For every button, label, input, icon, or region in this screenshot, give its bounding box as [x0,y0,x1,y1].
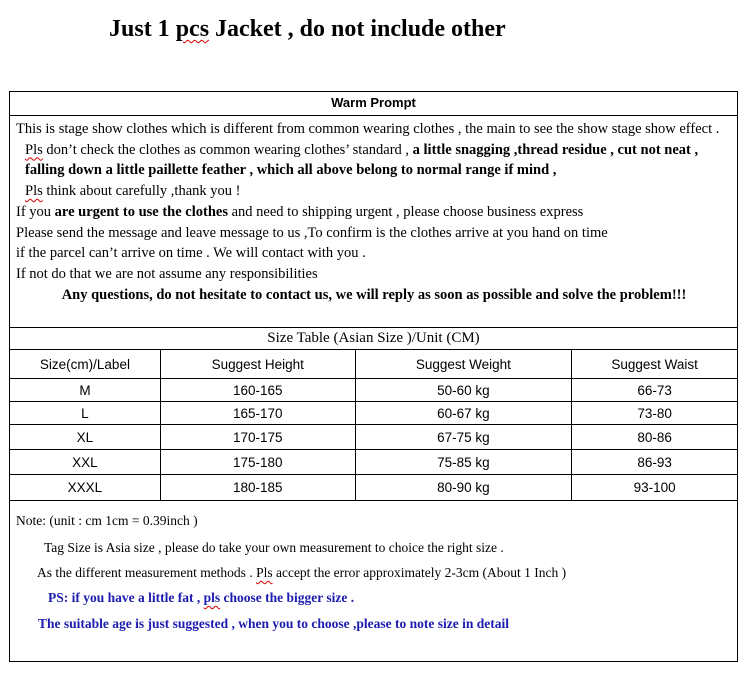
waist-cell: 80-86 [572,425,738,450]
prompt-line: Any questions, do not hesitate to contact us, we will reply as soon as possible and solve the problem!!! [61,286,687,303]
size-label-cell: M [10,379,161,402]
prompt-text: and need to shipping urgent , please choose business express [227,203,584,220]
weight-cell: 67-75 kg [355,425,572,450]
weight-cell: 80-90 kg [355,475,572,501]
size-label-cell: XL [10,425,161,450]
prompt-line: if the parcel can’t arrive on time . We will contact with you . [16,245,366,262]
title-part: pcs [175,16,210,42]
prompt-text: Pls [25,141,43,158]
note-text: As the different measurement methods . [37,565,257,580]
prompt-line: If not do that we are not assume any responsibilities [16,265,318,282]
ps-note [48,590,354,606]
table-row [10,402,738,425]
table-row [10,475,738,501]
column-header: Suggest Height [160,350,355,379]
size-label-cell: L [10,402,161,425]
unit-note: Note: (unit : cm 1cm = 0.39inch ) [16,513,198,528]
title-part: Just 1 [109,16,176,42]
note-text: PS: if you have a little fat , [48,590,204,605]
tag-note: Tag Size is Asia size , please do take your own measurement to choice the right size . [44,540,504,555]
prompt-line [16,202,732,223]
column-header: Size(cm)/Label [10,350,161,379]
column-header: Suggest Weight [355,350,572,379]
column-header: Suggest Waist [572,350,738,379]
prompt-text: are urgent to use the clothes [54,203,228,220]
notice-box [9,91,738,662]
height-cell: 165-170 [160,402,355,425]
size-table [9,327,738,501]
size-label-cell: XXXL [10,475,161,501]
prompt-text: don’t check the clothes as common wearing clothes’ standard , [42,141,413,158]
note-text: Pls [256,565,273,580]
table-row [10,450,738,475]
height-cell: 160-165 [160,379,355,402]
table-row [10,425,738,450]
prompt-line: Please send the message and leave message to us ,To confirm is the clothes arrive at you hand on time [16,224,608,241]
waist-cell: 66-73 [572,379,738,402]
prompt-text: If you [16,203,55,220]
weight-cell: 75-85 kg [355,450,572,475]
waist-cell: 86-93 [572,450,738,475]
note-text: choose the bigger size . [220,590,355,605]
height-cell: 175-180 [160,450,355,475]
size-label-cell: XXL [10,450,161,475]
prompt-line: This is stage show clothes which is different from common wearing clothes , the main to see the show stage show effect . [16,121,720,137]
warm-prompt-heading: Warm Prompt [10,92,737,116]
method-note [37,565,566,581]
page-title [109,16,506,43]
note-text: accept the error approximately 2-3cm (About 1 Inch ) [272,565,567,580]
height-cell: 180-185 [160,475,355,501]
height-cell: 170-175 [160,425,355,450]
prompt-text: think about carefully ,thank you ! [42,183,241,200]
prompt-text: Pls [25,183,43,200]
note-text: pls [203,590,221,605]
prompt-line [16,181,732,202]
waist-cell: 73-80 [572,402,738,425]
prompt-line [16,140,732,181]
table-row [10,379,738,402]
size-table-caption: Size Table (Asian Size )/Unit (CM) [10,328,738,350]
prompt-text: a little snagging ,thread residue , cut not neat , falling down a little paillette feather , which all above belong to normal range if mind , [25,141,699,179]
weight-cell: 60-67 kg [355,402,572,425]
title-part: Jacket , do not include other [209,16,506,42]
waist-cell: 93-100 [572,475,738,501]
age-note: The suitable age is just suggested , when you to choose ,please to note size in detail [38,616,510,631]
warm-prompt-body [16,119,732,305]
weight-cell: 50-60 kg [355,379,572,402]
